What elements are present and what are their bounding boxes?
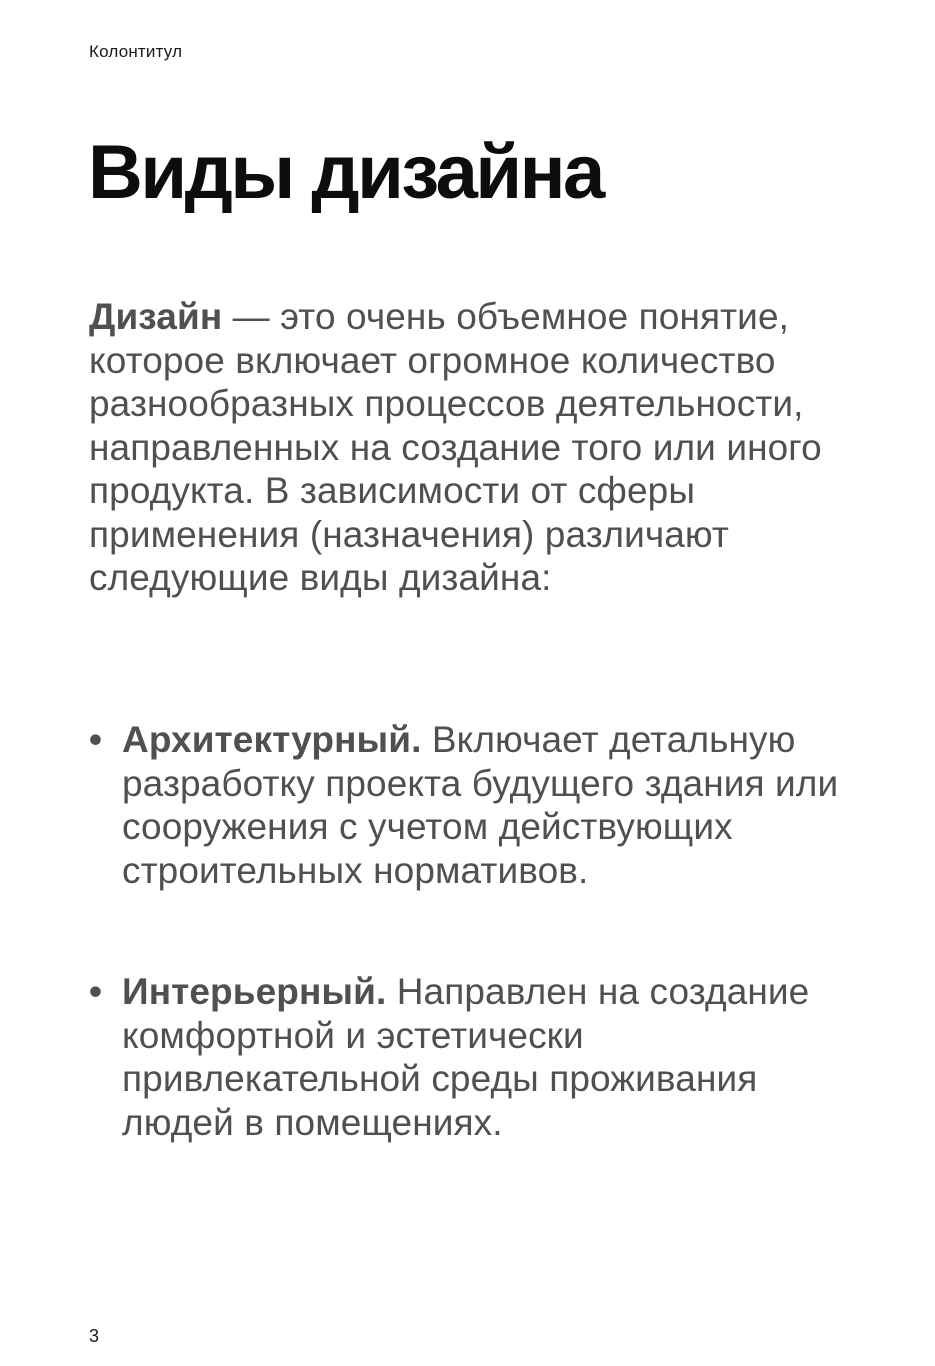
intro-text: — это очень объемное понятие, которое включает огромное количество разнообразных процессов деятельности, направленных на создание того или иного продукта. В зависимости от сферы применения (назначения) различают следующие виды дизайна: bbox=[89, 296, 822, 598]
intro-term: Дизайн bbox=[89, 296, 223, 337]
list-item-term: Интерьерный. bbox=[122, 971, 387, 1012]
running-header: Колонтитул bbox=[89, 42, 183, 61]
list-item bbox=[89, 970, 869, 1144]
bullet-icon: • bbox=[89, 719, 103, 760]
bullet-icon: • bbox=[89, 971, 103, 1012]
page-title: Виды дизайна bbox=[88, 130, 603, 215]
list-item-text: Направлен на создание комфортной и эстетически привлекательной среды проживания людей в помещениях. bbox=[122, 971, 810, 1143]
list-item bbox=[89, 718, 869, 892]
design-types-list-item-architectural bbox=[89, 718, 869, 892]
intro-paragraph bbox=[89, 295, 879, 600]
page-number: 3 bbox=[89, 1326, 100, 1346]
list-item-text: Включает детальную разработку проекта будущего здания или сооружения с учетом действующих строительных нормативов. bbox=[122, 719, 839, 891]
design-types-list-item-interior bbox=[89, 970, 869, 1144]
list-item-term: Архитектурный. bbox=[122, 719, 422, 760]
